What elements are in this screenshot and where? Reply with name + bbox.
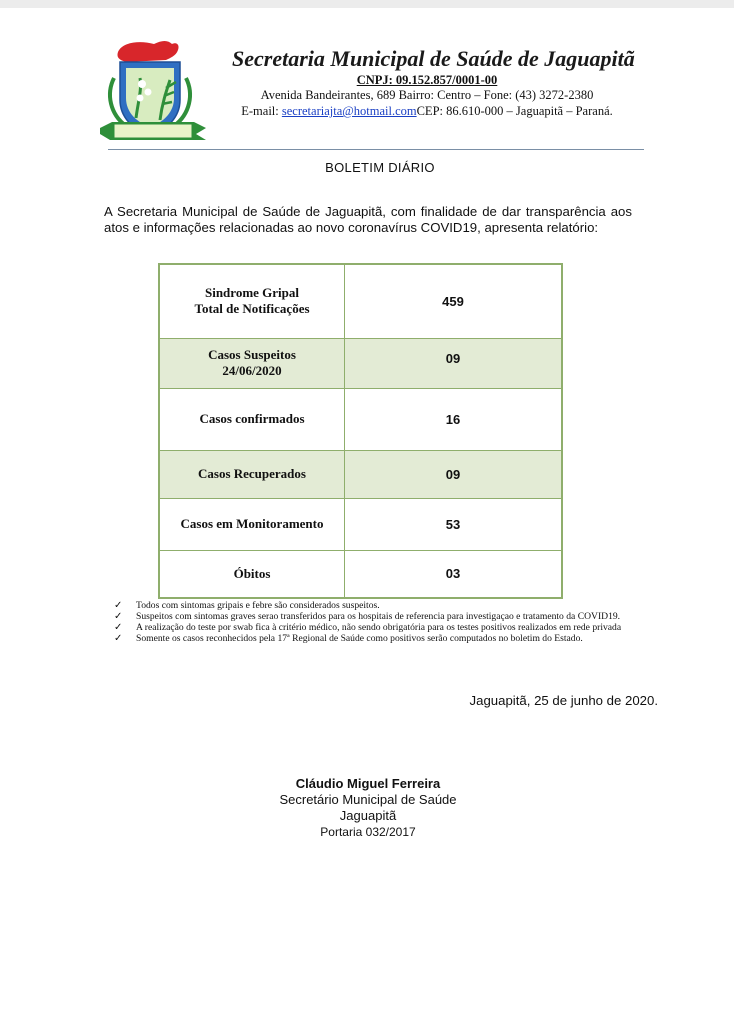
signature-block (248, 776, 488, 840)
notes-list (112, 600, 642, 644)
row-label (159, 338, 345, 388)
table-row (159, 264, 562, 338)
list-item (112, 633, 642, 644)
check-mark-icon: ✓ (114, 622, 123, 633)
document-title: BOLETIM DIÁRIO (325, 160, 435, 175)
check-mark-icon: ✓ (114, 611, 123, 622)
check-mark-icon: ✓ (114, 633, 123, 644)
list-item (112, 611, 642, 622)
label-line: Sindrome Gripal (204, 285, 300, 301)
label-line: Casos Suspeitos (208, 347, 296, 362)
signer-city: Jaguapitã (339, 808, 397, 823)
header-cnpj: CNPJ: 09.152.857/0001-00 (356, 73, 498, 87)
row-label (159, 264, 345, 338)
label-line: 24/06/2020 (222, 363, 282, 378)
row-label: Casos Recuperados (159, 450, 345, 498)
row-label: Casos confirmados (159, 388, 345, 450)
row-value: 09 (345, 338, 563, 388)
header-cep: CEP: 86.610-000 – Jaguapitã – Paraná. (416, 104, 613, 118)
label-line: Total de Notificações (194, 301, 310, 317)
signer-name: Cláudio Miguel Ferreira (295, 776, 441, 791)
row-label: Óbitos (159, 550, 345, 598)
note-text: A realização do teste por swab fica à critério médico, não sendo obrigatória para os testes positivos realizados em rede privada (136, 622, 622, 633)
email-label: E-mail: (241, 104, 282, 118)
check-mark-icon: ✓ (114, 600, 123, 611)
row-value: 16 (345, 388, 563, 450)
list-item (112, 600, 642, 611)
page-top-edge (0, 0, 734, 8)
place-date: Jaguapitã, 25 de junho de 2020. (469, 693, 658, 708)
header-title: Secretaria Municipal de Saúde de Jaguapitã (232, 46, 635, 71)
header-address: Avenida Bandeirantes, 689 Bairro: Centro – Fone: (43) 3272-2380 (260, 88, 594, 102)
covid-report-table (158, 263, 563, 599)
row-value: 53 (345, 498, 563, 550)
table-row (159, 550, 562, 598)
intro-paragraph: A Secretaria Municipal de Saúde de Jaguapitã, com finalidade de dar transparência aos atos e informações relacionadas ao novo coronavírus COVID19, apresenta relatório: (104, 204, 632, 235)
row-value: 03 (345, 550, 563, 598)
note-text: Todos com sintomas gripais e febre são considerados suspeitos. (136, 600, 380, 611)
municipal-coat-of-arms-icon (96, 38, 210, 148)
note-text: Somente os casos reconhecidos pela 17ª Regional de Saúde como positivos serão computados no boletim do Estado. (136, 633, 583, 644)
row-label: Casos em Monitoramento (159, 498, 345, 550)
list-item (112, 622, 642, 633)
note-text: Suspeitos com sintomas graves serao transferidos para os hospitais de referencia para investigaçao e tratamento da COVID19. (136, 611, 621, 622)
table-row (159, 450, 562, 498)
header-contact (222, 104, 632, 119)
table-row (159, 498, 562, 550)
table-row (159, 388, 562, 450)
signer-portaria: Portaria 032/2017 (320, 825, 416, 839)
row-value: 09 (345, 450, 563, 498)
header-divider (108, 149, 644, 150)
row-value: 459 (345, 264, 563, 338)
table-row (159, 338, 562, 388)
email-link[interactable]: secretariajta@hotmail.com (281, 104, 417, 118)
signer-role: Secretário Municipal de Saúde (279, 792, 457, 807)
